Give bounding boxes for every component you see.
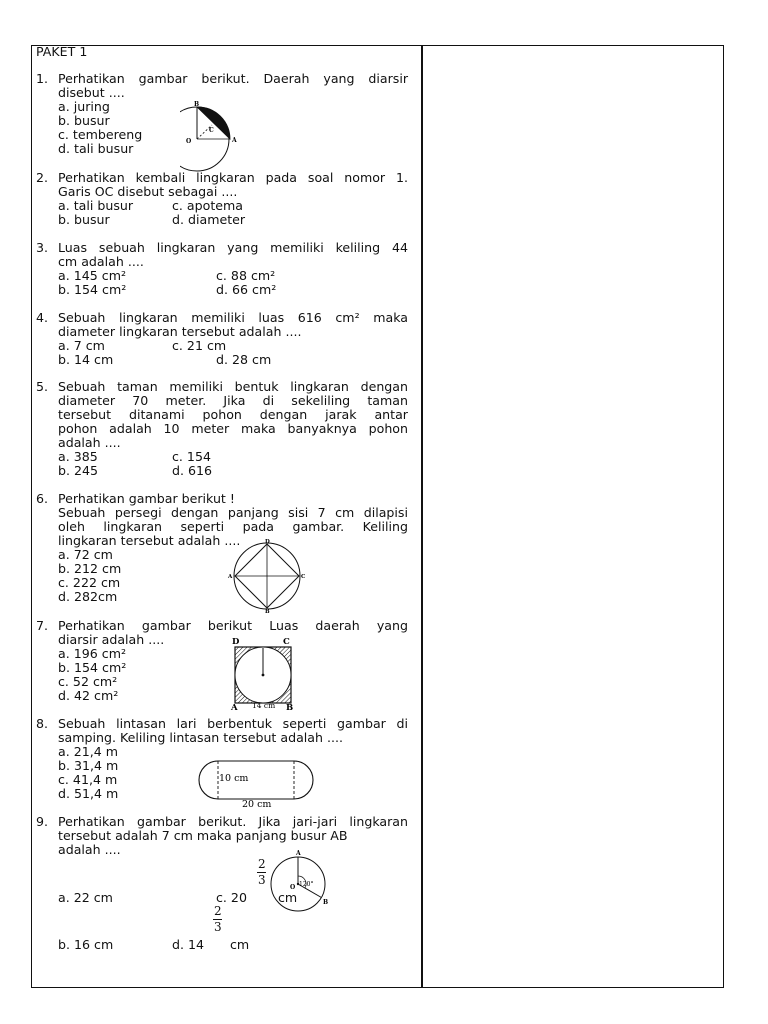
question-text-line: Perhatikan gambar berikut Luas daerah yang <box>58 618 408 633</box>
question-number: 8. <box>36 716 49 731</box>
question-text-line: samping. Keliling lintasan tersebut adalah .... <box>58 730 344 745</box>
question-number: 3. <box>36 240 49 255</box>
label-d: D <box>265 539 270 545</box>
question-text-line: Perhatikan gambar berikut ! <box>58 491 235 506</box>
option-b: b. 16 cm <box>58 937 114 952</box>
label-b: B <box>194 101 200 108</box>
arc-angle-figure <box>268 848 340 920</box>
question-number: 6. <box>36 491 49 506</box>
fraction-numerator: 2 <box>258 857 266 871</box>
question-text-line: pohon adalah 10 meter maka banyaknya pohon <box>58 421 408 436</box>
option-b: b. 245 <box>58 463 99 478</box>
label-c: C <box>283 637 290 647</box>
track-width-label: 10 cm <box>219 773 249 784</box>
option-d: d. 28 cm <box>216 352 272 367</box>
question-text-line: lingkaran tersebut adalah .... <box>58 533 241 548</box>
option-c: c. 20 <box>216 890 247 905</box>
angle-label: 120° <box>299 881 314 888</box>
label-c: C <box>209 127 214 134</box>
option-a: a. 145 cm² <box>58 268 127 283</box>
question-text-line: adalah .... <box>58 435 121 450</box>
question-text-line: Perhatikan gambar berikut. Jika jari-jari lingkaran <box>58 814 408 829</box>
option-d: d. 51,4 m <box>58 786 119 801</box>
question-text-line: disebut .... <box>58 85 125 100</box>
question-text-line: diarsir adalah .... <box>58 632 165 647</box>
question-text-line: Perhatikan gambar berikut. Daerah yang diarsir <box>58 71 408 86</box>
option-a: a. 22 cm <box>58 890 113 905</box>
option-b: b. 154 cm² <box>58 660 127 675</box>
running-track-figure <box>194 756 318 810</box>
option-b: b. busur <box>58 212 110 227</box>
question-text-line: diameter 70 meter. Jika di sekeliling taman <box>58 393 408 408</box>
paket-title: PAKET 1 <box>36 44 88 59</box>
option-c: c. 41,4 m <box>58 772 118 787</box>
side-length-label: 14 cm <box>252 701 276 710</box>
option-a: a. 72 cm <box>58 547 113 562</box>
question-text-line: adalah .... <box>58 842 121 857</box>
question-text-line: oleh lingkaran seperti pada gambar. Keliling <box>58 519 408 534</box>
fraction-numerator: 2 <box>214 904 222 918</box>
question-number: 5. <box>36 379 49 394</box>
option-a: a. tali busur <box>58 198 134 213</box>
label-o: O <box>186 138 192 145</box>
option-c: c. 88 cm² <box>216 268 276 283</box>
question-text-line: Sebuah lintasan lari berbentuk seperti gambar di <box>58 716 408 731</box>
label-a: A <box>296 850 301 857</box>
option-b: b. 14 cm <box>58 352 114 367</box>
option-c: c. 52 cm² <box>58 674 118 689</box>
option-d-unit: cm <box>230 937 250 952</box>
option-a: a. juring <box>58 99 110 114</box>
question-text-line: Perhatikan kembali lingkaran pada soal nomor 1. <box>58 170 408 185</box>
fraction-denominator: 3 <box>214 920 222 934</box>
option-c: c. 222 cm <box>58 575 121 590</box>
question-text-line: tersebut ditanami pohon dengan jarak antar <box>58 407 408 422</box>
square-circle-figure <box>226 634 298 712</box>
label-c: C <box>301 574 306 580</box>
option-d: d. tali busur <box>58 141 134 156</box>
option-a: a. 196 cm² <box>58 646 127 661</box>
label-b: B <box>265 609 270 614</box>
option-d: d. 616 <box>172 463 213 478</box>
option-b: b. busur <box>58 113 110 128</box>
question-text-line: tersebut adalah 7 cm maka panjang busur AB <box>58 828 348 843</box>
option-d: d. 282cm <box>58 589 118 604</box>
question-text-line: Sebuah persegi dengan panjang sisi 7 cm dilapisi <box>58 505 408 520</box>
option-b: b. 31,4 m <box>58 758 119 773</box>
label-d: D <box>232 637 240 647</box>
question-text-line: Garis OC disebut sebagai .... <box>58 184 238 199</box>
fraction-denominator: 3 <box>258 873 266 887</box>
column-divider <box>421 45 423 988</box>
question-number: 2. <box>36 170 49 185</box>
question-text-line: diameter lingkaran tersebut adalah .... <box>58 324 302 339</box>
question-text-line: Sebuah lingkaran memiliki luas 616 cm² maka <box>58 310 408 325</box>
option-d: d. 14 <box>172 937 205 952</box>
option-c: c. apotema <box>172 198 244 213</box>
option-a: a. 385 <box>58 449 98 464</box>
option-c-unit: cm <box>278 890 298 905</box>
option-d: d. 42 cm² <box>58 688 119 703</box>
question-number: 7. <box>36 618 49 633</box>
option-c: c. 21 cm <box>172 338 227 353</box>
label-a: A <box>231 703 238 712</box>
label-o: O <box>290 884 296 891</box>
option-b: b. 212 cm <box>58 561 122 576</box>
label-b: B <box>323 899 329 906</box>
inscribed-square-figure <box>226 538 310 614</box>
option-d: d. diameter <box>172 212 246 227</box>
question-text-line: cm adalah .... <box>58 254 144 269</box>
label-b: B <box>286 703 294 712</box>
option-d: d. 66 cm² <box>216 282 277 297</box>
question-number: 4. <box>36 310 49 325</box>
question-number: 1. <box>36 71 49 86</box>
question-text-line: Luas sebuah lingkaran yang memiliki keliling 44 <box>58 240 408 255</box>
track-length-label: 20 cm <box>242 799 272 810</box>
circle-segment-figure <box>180 100 250 172</box>
option-c: c. 154 <box>172 449 211 464</box>
label-a: A <box>228 574 233 580</box>
option-b: b. 154 cm² <box>58 282 127 297</box>
option-a: a. 7 cm <box>58 338 105 353</box>
question-number: 9. <box>36 814 49 829</box>
question-text-line: Sebuah taman memiliki bentuk lingkaran dengan <box>58 379 408 394</box>
label-a: A <box>232 137 237 144</box>
option-c: c. tembereng <box>58 127 143 142</box>
option-a: a. 21,4 m <box>58 744 119 759</box>
